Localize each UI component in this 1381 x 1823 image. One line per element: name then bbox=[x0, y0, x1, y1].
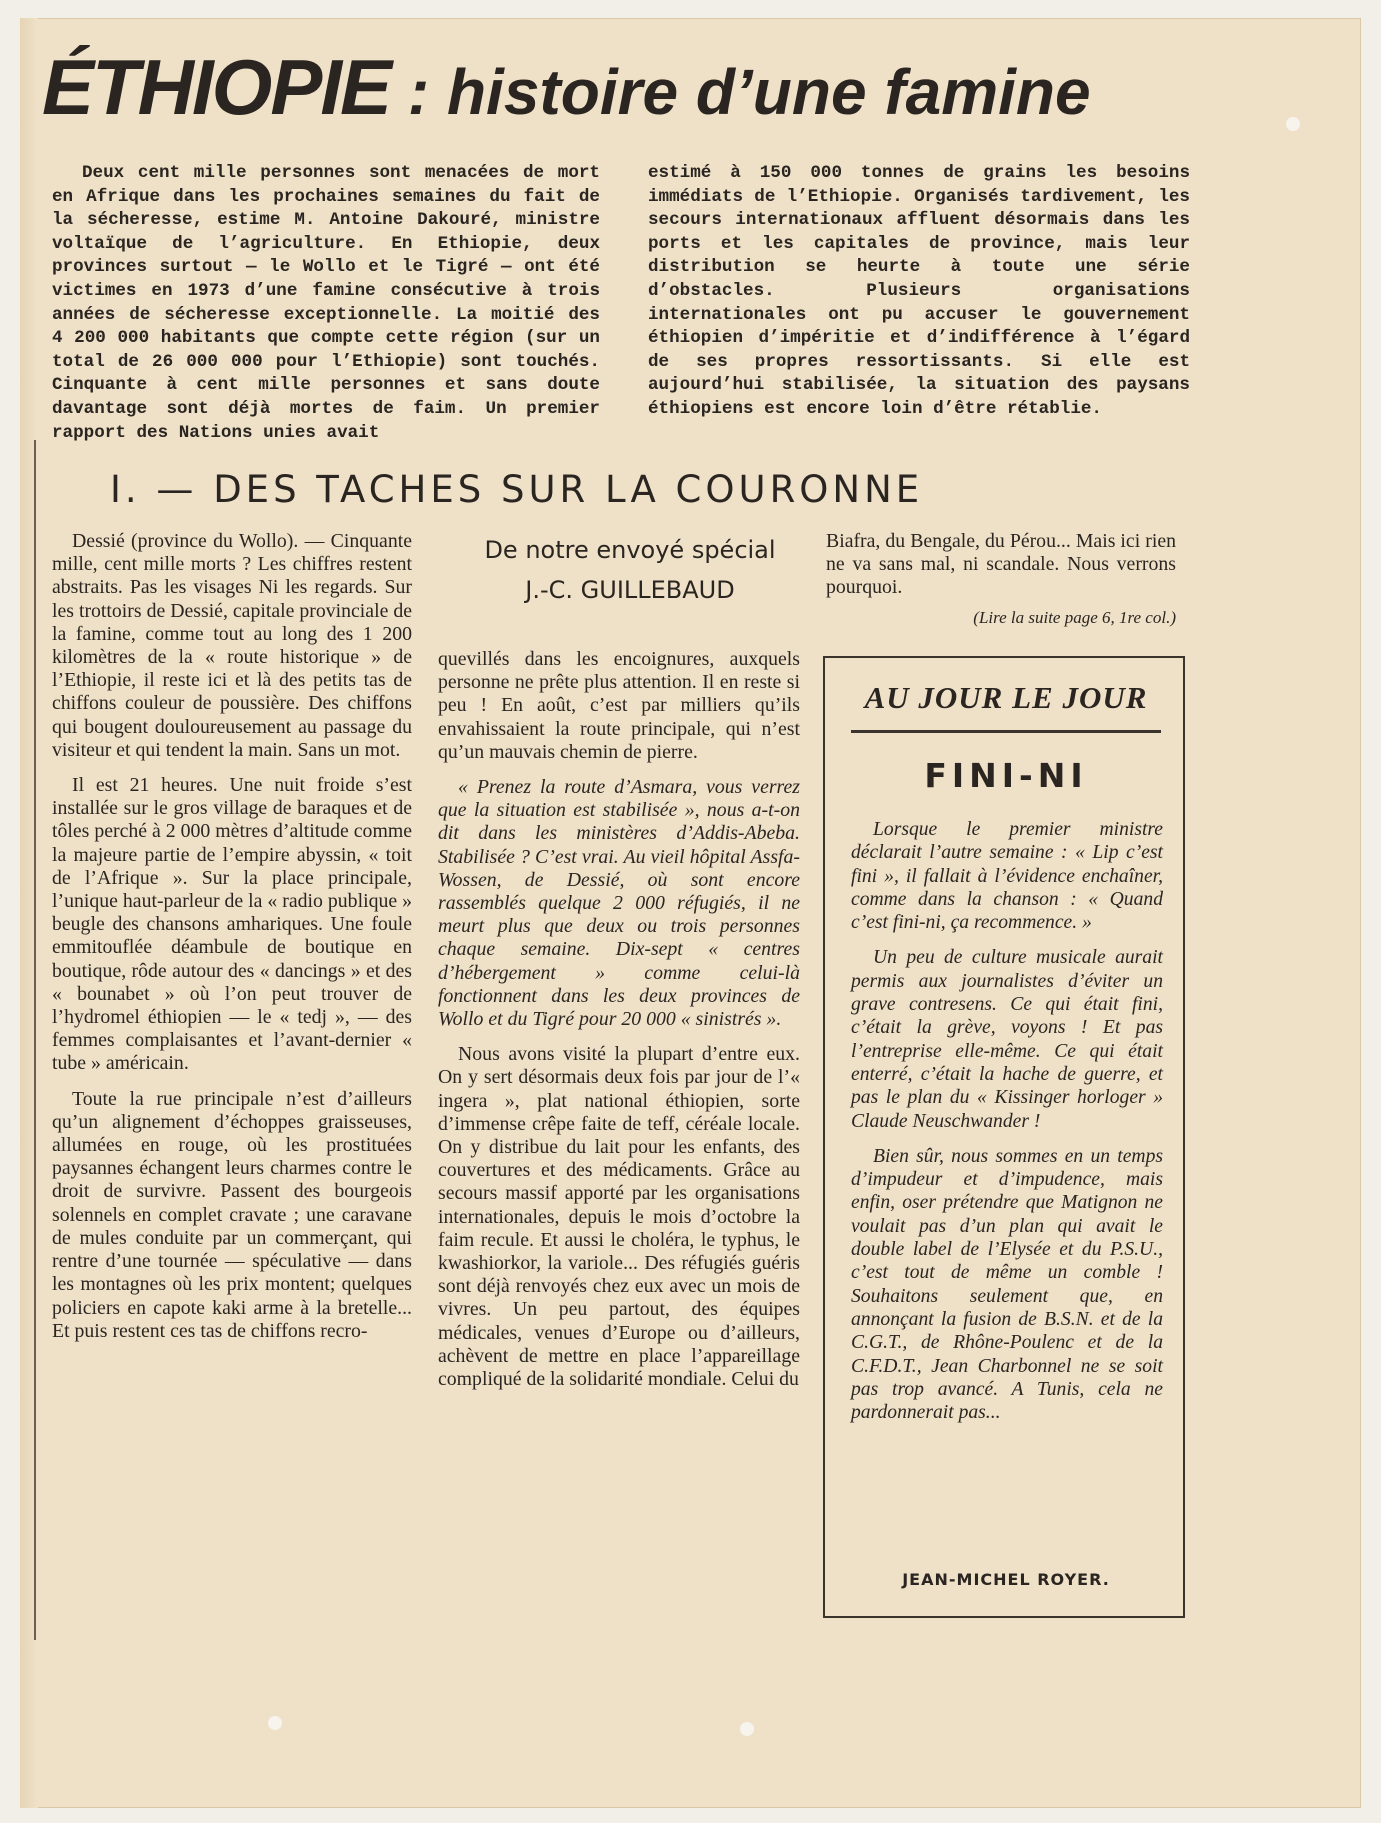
byline bbox=[440, 530, 820, 610]
headline-subject: histoire d’une famine bbox=[446, 56, 1091, 128]
byline-role: De notre envoyé spécial bbox=[484, 536, 776, 564]
staple-hole bbox=[740, 1722, 754, 1736]
article-paragraph: Nous avons visité la plupart d’entre eux. On y sert désormais deux fois par jour de l’« ingera », plat national éthiopien, sorte d’immense crêpe faite de teff, céréale locale. On y distribue du lait pour les enfants, des couvertures et des médicaments. Grâce au secours massif apporté par les organisations internationales, depuis le mois d’octobre la faim recule. Et aussi le choléra, le typhus, le kwashiorkor, la variole... Des réfugiés guéris sont déjà renvoyés chez eux avec un mois de vivres. Un peu partout, des équipes médicales, venues d’Europe ou d’ailleurs, achèvent de mettre en place l’appareillage compliqué de la solidarité mondiale. Celui du bbox=[438, 1043, 800, 1391]
lede-column-2 bbox=[648, 162, 1190, 422]
article-paragraph: « Prenez la route d’Asmara, vous verrez que la situation est stabilisée », nous a-t-on dit dans les ministères d’Addis-Abeba. Stabilisée ? C’est vrai. Au vieil hôpital Assfa-Wossen, de Dessié, où sont encore rassemblés quelque 2 000 réfugiés, il ne meurt plus que deux ou trois personnes chaque semaine. Dix-sept « centres d’hébergement » comme celui-là fonctionnent dans les deux provinces de Wollo et du Tigré pour 20 000 « sinistrés ». bbox=[438, 776, 800, 1031]
section-title: I. — DES TACHES SUR LA COURONNE bbox=[110, 468, 924, 511]
article-column-3 bbox=[826, 530, 1176, 612]
sidebar-paragraph: Bien sûr, nous sommes en un temps d’impudeur et d’impudence, mais enfin, oser prétendre que Matignon ne voulait pas d’un plan qui avait le double label de l’Elysée et du P.S.U., c’est tout de même un comble ! Souhaitons seulement que, en annonçant la fusion de B.S.N. et de la C.G.T., de Rhône-Poulenc et de la C.F.D.T., Jean Charbonnel ne se soit pas trop avancé. A Tunis, cela ne pardonnerait pas... bbox=[851, 1145, 1163, 1424]
headline-country: ÉTHIOPIE bbox=[42, 43, 391, 131]
lede-column-1 bbox=[52, 162, 600, 445]
sidebar-paragraph: Un peu de culture musicale aurait permis aux journalistes d’éviter un grave contresens. Ce qui était fini, c’était la grève, voyons ! Et pas l’entreprise elle-même. Ce qui était enterré, c’était la hache de guerre, et pas le plan du « Kissinger horloger » Claude Neuschwander ! bbox=[851, 947, 1163, 1132]
headline-separator: : bbox=[390, 56, 447, 128]
headline bbox=[42, 43, 1091, 131]
left-column-rule bbox=[34, 440, 36, 1640]
sidebar-paragraph: Lorsque le premier ministre déclarait l’autre semaine : « Lip c’est fini », il fallait à l’évidence enchaîner, comme dans la chanson : « Quand c’est fini-ni, ça recommence. » bbox=[851, 819, 1163, 934]
article-paragraph: Toute la rue principale n’est d’ailleurs qu’un alignement d’échoppes graisseuses, allumées en rouge, où les prostituées paysannes échangent leurs charmes contre le droit de survivre. Passent des bourgeois solennels en complet cravate ; une caravane de mules conduite par un commerçant, qui rentre d’une tournée — spéculative — dans les montagnes où les prix montent; quelques policiers en capote kaki arme à la bretelle... Et puis restent ces tas de chiffons recro- bbox=[52, 1087, 412, 1342]
lede-paragraph-1: Deux cent mille personnes sont menacées de mort en Afrique dans les prochaines semaines du fait de la sécheresse, estime M. Antoine Dakouré, ministre voltaïque de l’agriculture. En Ethiopie, deux provinces surtout — le Wollo et le Tigré — ont été victimes en 1973 d’une famine consécutive à trois années de sécheresse exceptionnelle. La moitié des 4 200 000 habitants que compte cette région (sur un total de 26 000 000 pour l’Ethiopie) sont touchés. Cinquante à cent mille personnes et sans doute davantage sont déjà mortes de faim. Un premier rapport des Nations unies avait bbox=[52, 163, 600, 443]
staple-hole bbox=[1286, 117, 1300, 131]
article-paragraph: Il est 21 heures. Une nuit froide s’est installée sur le gros village de baraques et de tôles perché à 2 000 mètres d’altitude comme la majeure partie de l’empire abyssin, « toit de l’Afrique ». Sur la place principale, l’unique haut-parleur de la « radio publique » beugle des chansons amhariques. Une foule emmitouflée déambule de boutique en boutique, rôde autour des « dancings » et des « bounabet » où l’on peut trouver de l’hydromel éthiopien — le « tedj », — des femmes complaisantes et l’avant-dernier « tube » américain. bbox=[52, 774, 412, 1075]
article-paragraph: quevillés dans les encoignures, auxquels personne ne prête plus attention. Il en reste si peu ! En août, c’est par milliers qu’ils envahissaient la route principale, qui n’est qu’un mauvais chemin de pierre. bbox=[438, 648, 800, 763]
byline-author: J.-C. GUILLEBAUD bbox=[525, 576, 735, 604]
sidebar-headline: FINI-NI bbox=[924, 756, 1088, 795]
continuation-note: (Lire la suite page 6, 1re col.) bbox=[973, 608, 1176, 627]
sidebar-signature: JEAN-MICHEL ROYER. bbox=[902, 1570, 1110, 1589]
sidebar-divider bbox=[851, 730, 1161, 733]
sidebar-box bbox=[823, 656, 1185, 1618]
article-paragraph: Dessié (province du Wollo). — Cinquante mille, cent mille morts ? Les chiffres restent abstraits. Pas les visages Ni les regards. Sur les trottoirs de Dessié, capitale provinciale de la famine, comme tout au long des 1 200 kilomètres de la « route historique » de l’Ethiopie, il reste ici et là des petits tas de chiffons couleur de poussière. Des chiffons qui bougent douloureusement au passage du visiteur et qui tendent la main. Sans un mot. bbox=[52, 530, 412, 761]
article-column-2 bbox=[438, 648, 800, 1403]
sidebar-body bbox=[851, 818, 1163, 1436]
article-column-1 bbox=[52, 530, 412, 1355]
article-paragraph: Biafra, du Bengale, du Pérou... Mais ici rien ne va sans mal, ni scandale. Nous verrons pourquoi. bbox=[826, 530, 1176, 599]
sidebar-rubric: AU JOUR LE JOUR bbox=[864, 680, 1148, 715]
lede-paragraph-2: estimé à 150 000 tonnes de grains les besoins immédiats de l’Ethiopie. Organisés tardivement, les secours internationaux affluent désormais dans les ports et les capitales de province, mais leur distribution se heurte à toute une série d’obstacles. Plusieurs organisations internationales ont pu accuser le gouvernement éthiopien d’impéritie et d’indifférence à l’égard de ses propres ressortissants. Si elle est aujourd’hui stabilisée, la situation des paysans éthiopiens est encore loin d’être rétablie. bbox=[648, 163, 1190, 419]
staple-hole bbox=[268, 1716, 282, 1730]
